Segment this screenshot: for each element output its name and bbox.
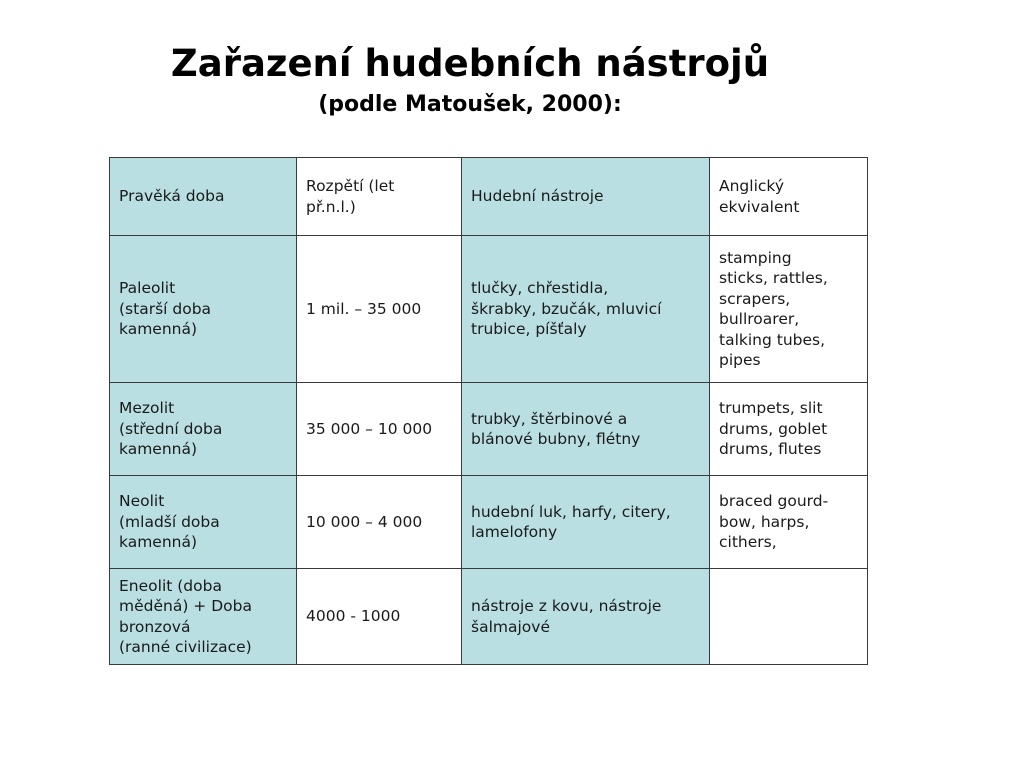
cell-era: Mezolit (střední doba kamenná) <box>110 383 297 476</box>
cell-english: trumpets, slit drums, goblet drums, flutes <box>710 383 868 476</box>
cell-era: Paleolit (starší doba kamenná) <box>110 236 297 383</box>
header-cell-range: Rozpětí (let př.n.l.) <box>297 158 462 236</box>
table-row <box>110 476 868 569</box>
table-row <box>110 236 868 383</box>
cell-instruments: tlučky, chřestidla, škrabky, bzučák, mluvicí trubice, píšťaly <box>462 236 710 383</box>
cell-era: Eneolit (doba měděná) + Doba bronzová (ranné civilizace) <box>110 569 297 665</box>
table-header-row <box>110 158 868 236</box>
cell-instruments: trubky, štěrbinové a blánové bubny, flétny <box>462 383 710 476</box>
header-cell-english: Anglický ekvivalent <box>710 158 868 236</box>
slide-subtitle: (podle Matoušek, 2000): <box>318 92 622 117</box>
header-cell-instruments: Hudební nástroje <box>462 158 710 236</box>
cell-instruments: hudební luk, harfy, citery, lamelofony <box>462 476 710 569</box>
slide-title: Zařazení hudebních nástrojů <box>170 42 770 85</box>
cell-range: 10 000 – 4 000 <box>297 476 462 569</box>
era-instruments-table <box>109 157 868 665</box>
cell-era: Neolit (mladší doba kamenná) <box>110 476 297 569</box>
cell-english <box>710 569 868 665</box>
cell-instruments: nástroje z kovu, nástroje šalmajové <box>462 569 710 665</box>
cell-range: 1 mil. – 35 000 <box>297 236 462 383</box>
cell-range: 4000 - 1000 <box>297 569 462 665</box>
table-row <box>110 383 868 476</box>
cell-english: stamping sticks, rattles, scrapers, bullroarer, talking tubes, pipes <box>710 236 868 383</box>
header-cell-era: Pravěká doba <box>110 158 297 236</box>
table-row <box>110 569 868 665</box>
cell-range: 35 000 – 10 000 <box>297 383 462 476</box>
cell-english: braced gourd- bow, harps, cithers, <box>710 476 868 569</box>
